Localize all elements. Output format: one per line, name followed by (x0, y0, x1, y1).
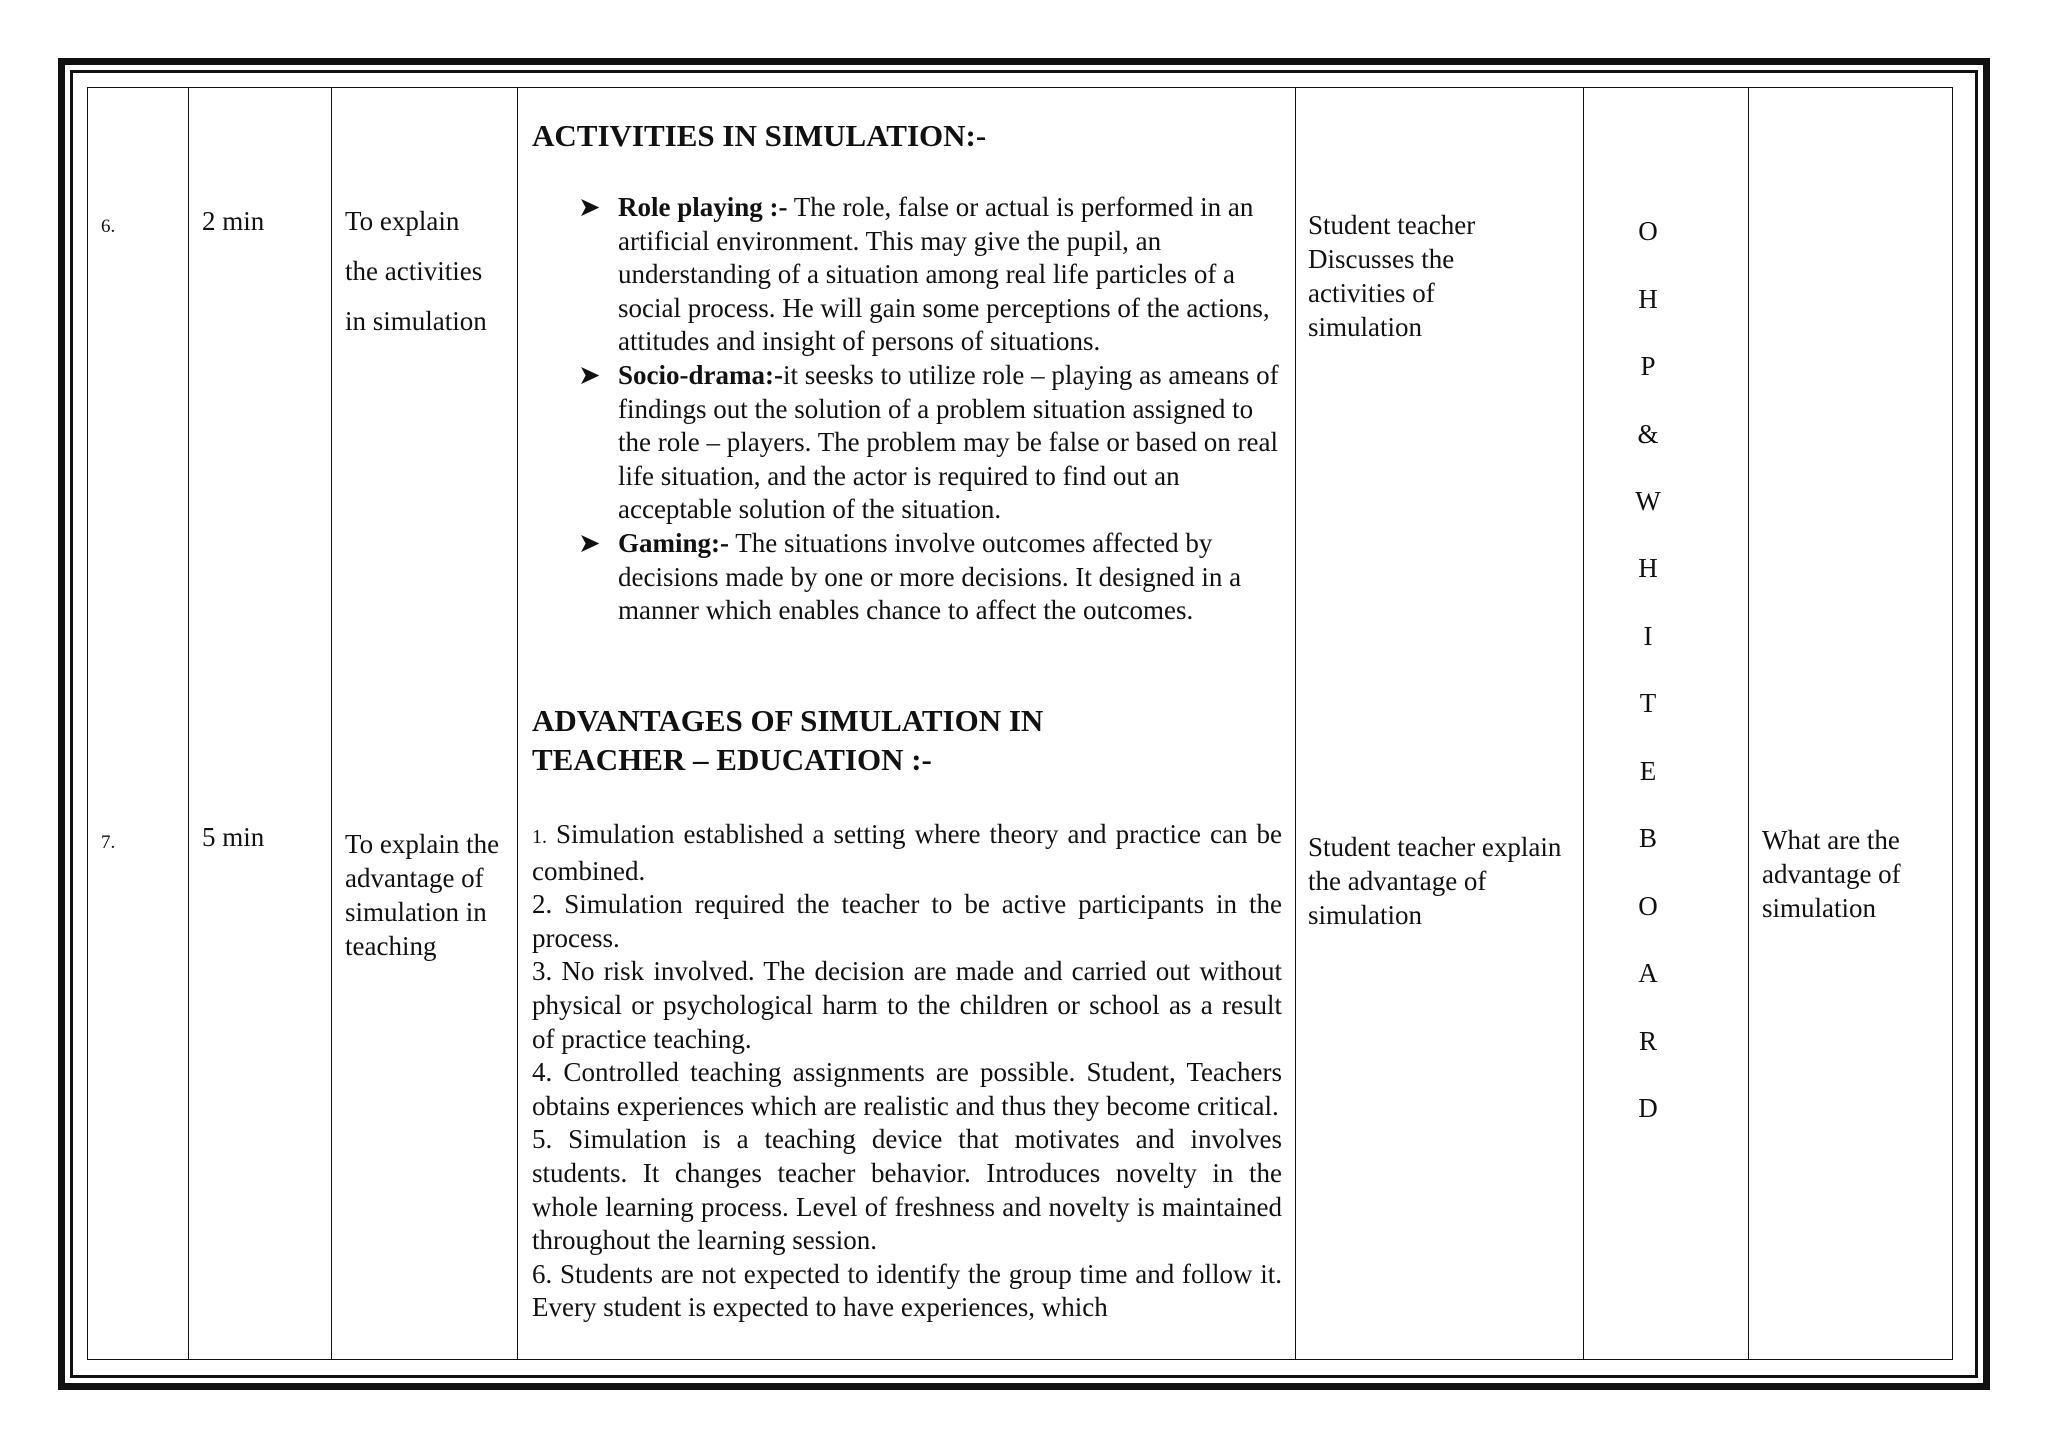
activity-term: Gaming:- (618, 527, 729, 558)
objective-line: the activities (345, 256, 483, 286)
advantages-heading-line2: TEACHER – EDUCATION :- (532, 742, 932, 777)
point-text: Simulation required the teacher to be active participants in the process. (532, 889, 1282, 953)
point-text: Simulation is a teaching device that motivates and involves students. It changes teacher behavior. Introduces novelty in the whole learning process. Level of freshness and novelty is maintained throughout the learning session. (532, 1124, 1282, 1256)
aids-letter: R (1638, 1026, 1657, 1056)
point-number: 1. (532, 826, 547, 848)
objective-cell: To explain the advantage of simulation in teaching (345, 829, 500, 961)
list-item (532, 1258, 1282, 1325)
activity-text: it seesks to utilize role – playing as ameans of findings out the solution of a problem situation assigned to the role – players. The problem may be false or based on real life situation, and the actor is required to find out an acceptable solution of the situation. (618, 359, 1279, 525)
list-item (532, 1056, 1282, 1123)
point-number: 3. (532, 956, 553, 987)
activities-heading: ACTIVITIES IN SIMULATION:- (532, 118, 987, 153)
list-item (532, 955, 1282, 1056)
arrow-bullet-icon: ➤ (578, 192, 601, 222)
aids-letter: & (1637, 419, 1659, 449)
aids-letter: O (1638, 216, 1658, 246)
list-item (532, 888, 1282, 955)
teacher-activity: Student teacher explain the advantage of simulation (1308, 832, 1562, 930)
aids-letter: E (1639, 756, 1657, 786)
point-number: 2. (532, 889, 553, 920)
aids-letter: A (1638, 958, 1658, 988)
column-divider (331, 87, 332, 1360)
aids-letter: D (1638, 1093, 1658, 1123)
aids-letter: H (1638, 553, 1658, 583)
time-allotment: 5 min (202, 822, 265, 852)
activity-text: The situations involve outcomes affected by decisions made by one or more decisions. It designed in a manner which enables chance to affect the outcomes. (618, 527, 1242, 626)
aids-letter: I (1643, 621, 1653, 651)
aids-letter: W (1635, 486, 1661, 516)
list-item (578, 359, 1280, 527)
arrow-bullet-icon: ➤ (578, 527, 601, 558)
row-number: 6. (101, 216, 116, 237)
column-divider (1748, 87, 1749, 1360)
evaluation-question: What are the advantage of simulation (1762, 825, 1901, 923)
teacher-activity: Student teacher Discusses the activities of simulation (1308, 210, 1476, 342)
point-text: No risk involved. The decision are made and carried out without physical or psychological harm to the children or school as a result of practice teaching. (532, 956, 1282, 1054)
activities-list (578, 191, 1280, 628)
column-divider (1295, 87, 1296, 1360)
point-text: Simulation established a setting where theory and practice can be combined. (532, 819, 1282, 886)
objective-line: in simulation (345, 306, 487, 336)
advantages-heading-line1: ADVANTAGES OF SIMULATION IN (532, 703, 1044, 738)
aids-letter: B (1638, 823, 1657, 853)
arrow-bullet-icon: ➤ (578, 359, 601, 390)
list-item (532, 1123, 1282, 1257)
point-number: 4. (532, 1057, 553, 1088)
activity-term: Socio-drama:- (618, 359, 783, 390)
advantages-list (532, 818, 1282, 1325)
aids-letter: T (1639, 688, 1657, 718)
point-text: Controlled teaching assignments are possible. Student, Teachers obtains experiences which are realistic and thus they become critical. (532, 1057, 1282, 1121)
time-allotment: 2 min (202, 206, 265, 236)
activity-text: The role, false or actual is performed in an artificial environment. This may give the pupil, an understanding of a situation among real life particles of a social process. He will gain some perceptions of the actions, attitudes and insight of persons of situations. (618, 192, 1270, 357)
aids-letter: O (1638, 891, 1658, 921)
aids-letter: H (1638, 284, 1658, 314)
objective-cell (345, 196, 515, 346)
objective-line: To explain (345, 206, 460, 236)
point-number: 5. (532, 1124, 553, 1155)
column-divider (517, 87, 518, 1360)
activity-term: Role playing :- (618, 192, 788, 222)
column-divider (188, 87, 189, 1360)
aids-letter: P (1640, 351, 1656, 381)
list-item (578, 191, 1280, 359)
column-divider (1583, 87, 1584, 1360)
point-text: Students are not expected to identify the group time and follow it. Every student is expected to have experiences, which (532, 1258, 1282, 1323)
point-number: 6. (532, 1258, 553, 1289)
list-item (578, 527, 1280, 628)
row-number: 7. (101, 832, 116, 853)
list-item (532, 818, 1282, 888)
